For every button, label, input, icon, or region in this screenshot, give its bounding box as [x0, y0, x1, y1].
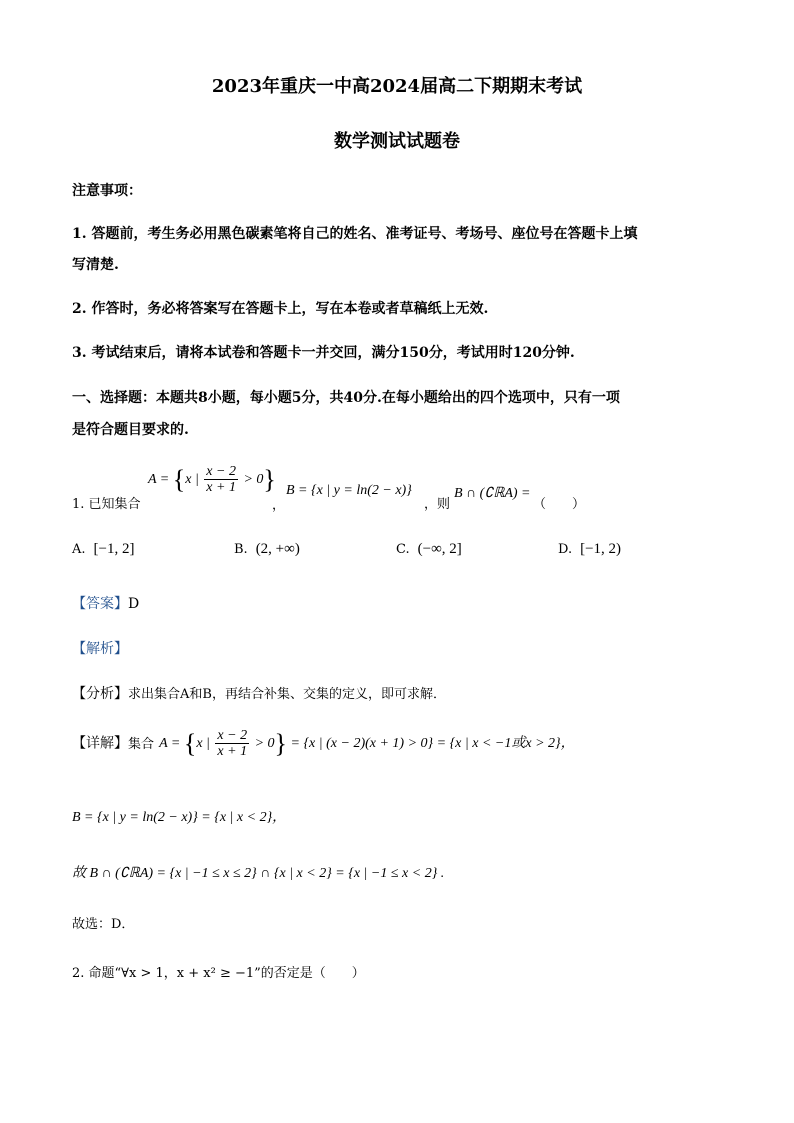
notice-item-3: 3. 考试结束后，请将本试卷和答题卡一并交回，满分150分，考试用时120分钟.	[72, 345, 575, 361]
question-1-expression: B ∩ (∁ℝA) =	[454, 486, 531, 501]
analysis-tag: 【解析】	[72, 641, 128, 657]
notice-heading: 注意事项：	[72, 183, 142, 199]
choice-d-value: [−1, 2)	[580, 541, 622, 557]
detail-set-a	[159, 728, 575, 760]
detail-prefix: 集合	[128, 737, 155, 753]
question-1-set-a	[148, 464, 276, 496]
answer-line	[72, 593, 139, 613]
choice-b-label: B.	[234, 542, 248, 557]
choice-c-label: C.	[396, 542, 410, 557]
right-brace: }	[263, 464, 276, 494]
choice-d	[558, 541, 621, 558]
left-brace: {	[172, 464, 186, 494]
choice-b-value: (2, +∞)	[255, 541, 300, 557]
section-heading-line-2: 是符合题目要求的.	[72, 422, 189, 438]
question-1-then: ，则	[424, 497, 451, 512]
detail-right-brace: }	[274, 728, 288, 758]
question-2: 2. 命题“∀x > 1，x + x² ≥ −1”的否定是（ ）	[72, 966, 365, 981]
choice-c	[396, 541, 462, 558]
detail-tag: 【详解】	[72, 735, 128, 752]
fenxi-text: 求出集合A和B，再结合补集、交集的定义，即可求解．	[128, 687, 446, 702]
answer-tag: 【答案】	[72, 596, 128, 612]
question-1-paren: （ ）	[533, 497, 586, 512]
detail-set-a-var: x |	[196, 736, 210, 752]
detail-fraction-numerator: x − 2	[217, 728, 248, 743]
choice-d-label: D.	[558, 542, 573, 557]
set-a-right: > 0	[243, 472, 264, 488]
question-1-prefix: 1. 已知集合	[72, 497, 141, 512]
detail-choose: 故选：D．	[72, 917, 135, 932]
section-heading-line-1: 一、选择题：本题共8小题，每小题5分，共40分.在每小题给出的四个选项中，只有一项	[72, 390, 620, 406]
notice-item-1-line-1: 1. 答题前，考生务必用黑色碳素笔将自己的姓名、准考证号、考场号、座位号在答题卡上填	[72, 226, 638, 242]
choice-a-label: A.	[72, 542, 86, 557]
exam-subtitle: 数学测试试题卷	[334, 131, 460, 152]
notice-item-1-line-2: 写清楚.	[72, 257, 119, 273]
notice-item-2: 2. 作答时，务必将答案写在答题卡上，写在本卷或者草稿纸上无效.	[72, 301, 489, 317]
question-1-set-b: B = {x | y = ln(2 − x)}	[286, 483, 412, 498]
fraction-numerator: x − 2	[206, 464, 236, 479]
detail-fraction	[215, 728, 249, 760]
exam-title: 2023年重庆一中高2024届高二下期期末考试	[211, 76, 583, 97]
detail-line	[72, 728, 575, 760]
fraction	[204, 464, 238, 496]
fenxi-tag: 【分析】	[72, 686, 128, 702]
set-a-left: A =	[148, 472, 173, 488]
detail-set-b: B = {x | y = ln(2 − x)} = {x | x < 2}，	[72, 810, 287, 825]
choice-b	[234, 541, 300, 558]
question-1-comma: ，	[272, 498, 286, 513]
detail-set-a-left: A =	[159, 736, 184, 752]
choice-a-value: [−1, 2]	[93, 541, 135, 557]
fenxi-line	[72, 683, 446, 703]
choice-a	[72, 541, 134, 558]
detail-set-a-right: > 0	[254, 736, 275, 752]
detail-set-a-rest: = {x | (x − 2)(x + 1) > 0} = {x | x < −1或x > 2}，	[290, 736, 575, 752]
choice-c-value: (−∞, 2]	[417, 541, 462, 557]
detail-left-brace: {	[183, 728, 197, 758]
set-a-var: x |	[185, 472, 199, 488]
answer-value: D	[128, 596, 140, 612]
fraction-denominator: x + 1	[206, 480, 236, 496]
detail-result: 故 B ∩ (∁ℝA) = {x | −1 ≤ x ≤ 2} ∩ {x | x < 2} = {x | −1 ≤ x < 2} .	[72, 866, 445, 881]
detail-fraction-denominator: x + 1	[217, 744, 248, 760]
